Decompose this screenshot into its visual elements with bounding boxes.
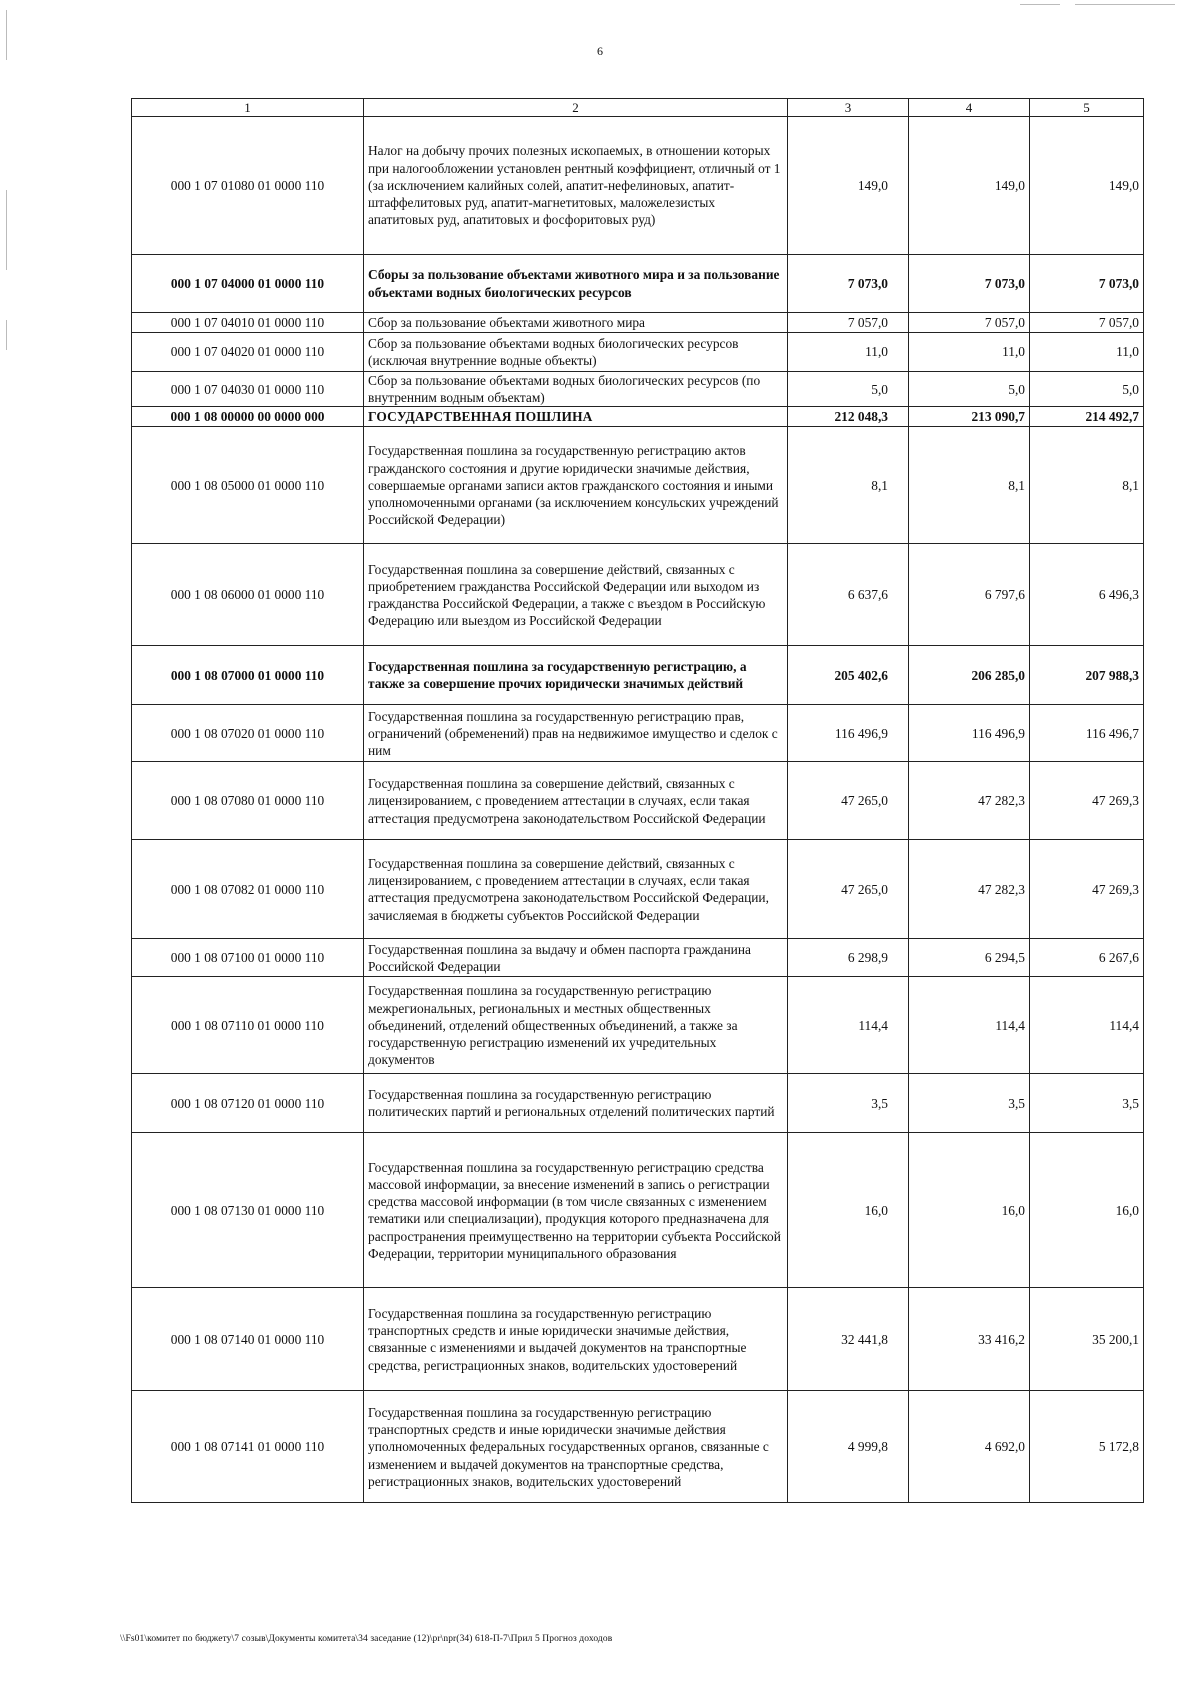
description-cell: Сбор за пользование объектами животного мира bbox=[364, 313, 788, 333]
value-year3-cell: 47 269,3 bbox=[1030, 840, 1144, 939]
column-header: 4 bbox=[909, 99, 1030, 117]
description-cell: Сборы за пользование объектами животного мира и за пользование объектами водных биологических ресурсов bbox=[364, 255, 788, 313]
value-year2-cell: 6 294,5 bbox=[909, 939, 1030, 977]
value-year2-cell: 8,1 bbox=[909, 427, 1030, 544]
description-cell: Государственная пошлина за государственную регистрацию транспортных средств и иные юридически значимые действия уполномоченных федеральных государственных органов, связанные с изменением и выдачей документов на транспортные средства, регистрационных знаков, водительских удостоверений bbox=[364, 1391, 788, 1503]
value-year1-cell: 205 402,6 bbox=[788, 646, 909, 705]
budget-code-cell: 000 1 08 07130 01 0000 110 bbox=[132, 1133, 364, 1288]
description-cell: Сбор за пользование объектами водных биологических ресурсов (исключая внутренние водные объекты) bbox=[364, 333, 788, 372]
budget-code-cell: 000 1 08 07000 01 0000 110 bbox=[132, 646, 364, 705]
value-year2-cell: 47 282,3 bbox=[909, 762, 1030, 840]
value-year2-cell: 7 073,0 bbox=[909, 255, 1030, 313]
scan-mark bbox=[1075, 4, 1175, 5]
description-cell: ГОСУДАРСТВЕННАЯ ПОШЛИНА bbox=[364, 407, 788, 427]
value-year1-cell: 16,0 bbox=[788, 1133, 909, 1288]
value-year3-cell: 11,0 bbox=[1030, 333, 1144, 372]
budget-code-cell: 000 1 08 07140 01 0000 110 bbox=[132, 1288, 364, 1391]
value-year2-cell: 6 797,6 bbox=[909, 544, 1030, 646]
value-year1-cell: 6 298,9 bbox=[788, 939, 909, 977]
value-year3-cell: 207 988,3 bbox=[1030, 646, 1144, 705]
value-year3-cell: 5 172,8 bbox=[1030, 1391, 1144, 1503]
value-year3-cell: 7 073,0 bbox=[1030, 255, 1144, 313]
description-cell: Государственная пошлина за государственную регистрацию транспортных средств и иные юридически значимые действия, связанные с изменениями и выдачей документов на транспортные средства, регистрационных знаков, водительских удостоверений bbox=[364, 1288, 788, 1391]
description-cell: Государственная пошлина за выдачу и обмен паспорта гражданина Российской Федерации bbox=[364, 939, 788, 977]
budget-code-cell: 000 1 07 04020 01 0000 110 bbox=[132, 333, 364, 372]
value-year2-cell: 149,0 bbox=[909, 117, 1030, 255]
value-year1-cell: 47 265,0 bbox=[788, 762, 909, 840]
description-cell: Налог на добычу прочих полезных ископаемых, в отношении которых при налогообложении установлен рентный коэффициент, отличный от 1 (за исключением калийных солей, апатит-нефелиновых, апатит-штаффелитовых руд, апатит-магнетитовых, маложелезистых апатитовых руд, апатитовых и фосфоритовых руд) bbox=[364, 117, 788, 255]
value-year3-cell: 3,5 bbox=[1030, 1074, 1144, 1133]
table-row bbox=[132, 427, 1144, 544]
value-year2-cell: 5,0 bbox=[909, 372, 1030, 407]
table-row bbox=[132, 117, 1144, 255]
budget-code-cell: 000 1 08 07120 01 0000 110 bbox=[132, 1074, 364, 1133]
budget-code-cell: 000 1 07 04000 01 0000 110 bbox=[132, 255, 364, 313]
table-row bbox=[132, 939, 1144, 977]
scan-mark bbox=[6, 320, 7, 350]
value-year1-cell: 8,1 bbox=[788, 427, 909, 544]
value-year3-cell: 16,0 bbox=[1030, 1133, 1144, 1288]
value-year1-cell: 212 048,3 bbox=[788, 407, 909, 427]
table-row bbox=[132, 255, 1144, 313]
description-cell: Государственная пошлина за государственную регистрацию, а также за совершение прочих юридически значимых действий bbox=[364, 646, 788, 705]
value-year2-cell: 33 416,2 bbox=[909, 1288, 1030, 1391]
table-row bbox=[132, 840, 1144, 939]
value-year1-cell: 3,5 bbox=[788, 1074, 909, 1133]
value-year3-cell: 114,4 bbox=[1030, 977, 1144, 1074]
value-year2-cell: 7 057,0 bbox=[909, 313, 1030, 333]
value-year1-cell: 5,0 bbox=[788, 372, 909, 407]
file-path-footer: \\Fs01\комитет по бюджету\7 созыв\Документы комитета\34 заседание (12)\pr\npr(34) 618-П-7\Прил 5 Прогноз доходов bbox=[120, 1634, 613, 1644]
column-header: 2 bbox=[364, 99, 788, 117]
page-number: 6 bbox=[597, 44, 603, 58]
value-year3-cell: 5,0 bbox=[1030, 372, 1144, 407]
value-year1-cell: 47 265,0 bbox=[788, 840, 909, 939]
value-year1-cell: 114,4 bbox=[788, 977, 909, 1074]
description-cell: Государственная пошлина за государственную регистрацию межрегиональных, региональных и местных общественных объединений, отделений общественных объединений, а также за государственную регистрацию изменений их учредительных документов bbox=[364, 977, 788, 1074]
table-row bbox=[132, 372, 1144, 407]
budget-code-cell: 000 1 08 00000 00 0000 000 bbox=[132, 407, 364, 427]
revenue-table bbox=[131, 98, 1144, 1503]
budget-code-cell: 000 1 08 07082 01 0000 110 bbox=[132, 840, 364, 939]
table-header-row bbox=[132, 99, 1144, 117]
value-year3-cell: 47 269,3 bbox=[1030, 762, 1144, 840]
value-year1-cell: 7 073,0 bbox=[788, 255, 909, 313]
column-header: 3 bbox=[788, 99, 909, 117]
value-year3-cell: 116 496,7 bbox=[1030, 705, 1144, 762]
value-year2-cell: 3,5 bbox=[909, 1074, 1030, 1133]
value-year3-cell: 214 492,7 bbox=[1030, 407, 1144, 427]
table-row bbox=[132, 705, 1144, 762]
table-row bbox=[132, 1288, 1144, 1391]
description-cell: Государственная пошлина за совершение действий, связанных с лицензированием, с проведением аттестации в случаях, если такая аттестация предусмотрена законодательством Российской Федерации, зачисляемая в бюджеты субъектов Российской Федерации bbox=[364, 840, 788, 939]
table-row bbox=[132, 646, 1144, 705]
budget-code-cell: 000 1 08 07110 01 0000 110 bbox=[132, 977, 364, 1074]
value-year2-cell: 116 496,9 bbox=[909, 705, 1030, 762]
value-year1-cell: 32 441,8 bbox=[788, 1288, 909, 1391]
table-row bbox=[132, 977, 1144, 1074]
budget-code-cell: 000 1 08 07100 01 0000 110 bbox=[132, 939, 364, 977]
value-year1-cell: 11,0 bbox=[788, 333, 909, 372]
description-cell: Сбор за пользование объектами водных биологических ресурсов (по внутренним водным объектам) bbox=[364, 372, 788, 407]
value-year3-cell: 149,0 bbox=[1030, 117, 1144, 255]
table-row bbox=[132, 333, 1144, 372]
value-year2-cell: 206 285,0 bbox=[909, 646, 1030, 705]
scan-mark bbox=[6, 190, 7, 270]
budget-code-cell: 000 1 07 04010 01 0000 110 bbox=[132, 313, 364, 333]
value-year2-cell: 114,4 bbox=[909, 977, 1030, 1074]
value-year1-cell: 116 496,9 bbox=[788, 705, 909, 762]
budget-code-cell: 000 1 07 04030 01 0000 110 bbox=[132, 372, 364, 407]
value-year1-cell: 7 057,0 bbox=[788, 313, 909, 333]
description-cell: Государственная пошлина за совершение действий, связанных с лицензированием, с проведением аттестации в случаях, если такая аттестация предусмотрена законодательством Российской Федерации bbox=[364, 762, 788, 840]
budget-code-cell: 000 1 08 06000 01 0000 110 bbox=[132, 544, 364, 646]
value-year1-cell: 6 637,6 bbox=[788, 544, 909, 646]
value-year2-cell: 47 282,3 bbox=[909, 840, 1030, 939]
description-cell: Государственная пошлина за государственную регистрацию актов гражданского состояния и другие юридически значимые действия, совершаемые органами записи актов гражданского состояния и иными уполномоченными органами (за исключением консульских учреждений Российской Федерации) bbox=[364, 427, 788, 544]
value-year2-cell: 11,0 bbox=[909, 333, 1030, 372]
value-year3-cell: 35 200,1 bbox=[1030, 1288, 1144, 1391]
budget-code-cell: 000 1 07 01080 01 0000 110 bbox=[132, 117, 364, 255]
scan-mark bbox=[1020, 4, 1060, 5]
table-row bbox=[132, 762, 1144, 840]
table-row bbox=[132, 1391, 1144, 1503]
column-header: 5 bbox=[1030, 99, 1144, 117]
table-row bbox=[132, 313, 1144, 333]
description-cell: Государственная пошлина за государственную регистрацию средства массовой информации, за внесение изменений в запись о регистрации средства массовой информации (в том числе связанных с изменением тематики или специализации), продукция которого предназначена для распространения преимущественно на территории субъекта Российской Федерации, территории муниципального образования bbox=[364, 1133, 788, 1288]
value-year2-cell: 213 090,7 bbox=[909, 407, 1030, 427]
table-row bbox=[132, 1133, 1144, 1288]
description-cell: Государственная пошлина за государственную регистрацию прав, ограничений (обременений) прав на недвижимое имущество и сделок с ним bbox=[364, 705, 788, 762]
value-year2-cell: 4 692,0 bbox=[909, 1391, 1030, 1503]
value-year2-cell: 16,0 bbox=[909, 1133, 1030, 1288]
table-row bbox=[132, 407, 1144, 427]
table-row bbox=[132, 1074, 1144, 1133]
value-year3-cell: 8,1 bbox=[1030, 427, 1144, 544]
value-year3-cell: 6 267,6 bbox=[1030, 939, 1144, 977]
value-year3-cell: 7 057,0 bbox=[1030, 313, 1144, 333]
description-cell: Государственная пошлина за совершение действий, связанных с приобретением гражданства Российской Федерации или выходом из гражданства Российской Федерации, а также с въездом в Российскую Федерацию или выездом из Российской Федерации bbox=[364, 544, 788, 646]
value-year3-cell: 6 496,3 bbox=[1030, 544, 1144, 646]
budget-code-cell: 000 1 08 07020 01 0000 110 bbox=[132, 705, 364, 762]
budget-code-cell: 000 1 08 07080 01 0000 110 bbox=[132, 762, 364, 840]
budget-code-cell: 000 1 08 05000 01 0000 110 bbox=[132, 427, 364, 544]
column-header: 1 bbox=[132, 99, 364, 117]
value-year1-cell: 4 999,8 bbox=[788, 1391, 909, 1503]
description-cell: Государственная пошлина за государственную регистрацию политических партий и региональных отделений политических партий bbox=[364, 1074, 788, 1133]
table-row bbox=[132, 544, 1144, 646]
value-year1-cell: 149,0 bbox=[788, 117, 909, 255]
budget-code-cell: 000 1 08 07141 01 0000 110 bbox=[132, 1391, 364, 1503]
